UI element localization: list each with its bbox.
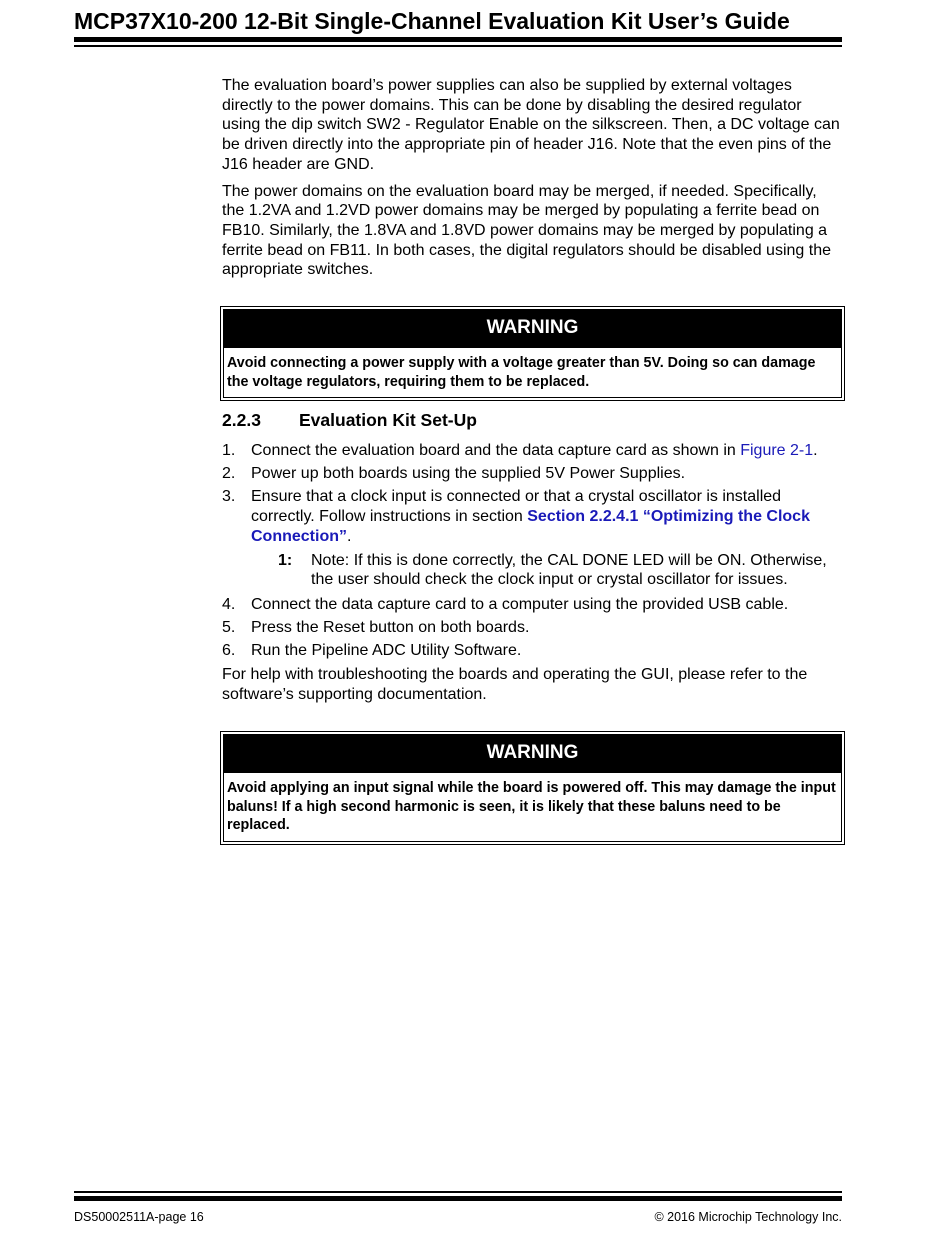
section-number: 2.2.3 bbox=[222, 410, 261, 431]
step-number: 1. bbox=[222, 442, 236, 460]
figure-2-1-link[interactable]: Figure 2-1 bbox=[740, 442, 814, 460]
warning-box-input-signal bbox=[220, 731, 845, 845]
warning-text: Avoid applying an input signal while the board is powered off. This may damage the input baluns! If a high second harmonic is seen, it is likely that these baluns need to be replaced. bbox=[224, 771, 841, 841]
step-number: 3. bbox=[222, 488, 236, 506]
section-heading bbox=[222, 409, 842, 431]
list-item: 4. Connect the data capture card to a computer using the provided USB cable. bbox=[222, 595, 789, 613]
warning-box-power-supply bbox=[220, 306, 845, 401]
step-note: 1: Note: If this is done correctly, the CAL DONE LED will be ON. Otherwise, the user should check the clock input or crystal oscillator for issues. bbox=[278, 551, 827, 589]
section-title: Evaluation Kit Set-Up bbox=[299, 410, 477, 431]
warning-title: WARNING bbox=[224, 735, 841, 771]
footer-rule-thin bbox=[74, 1191, 842, 1193]
header-rule-thin bbox=[74, 45, 842, 47]
warning-title: WARNING bbox=[224, 310, 841, 346]
warning-text: Avoid connecting a power supply with a voltage greater than 5V. Doing so can damage the voltage regulators, requiring them to be replaced. bbox=[224, 346, 841, 397]
step-number: 4. bbox=[222, 595, 236, 613]
page-header-title: MCP37X10-200 12-Bit Single-Channel Evaluation Kit User’s Guide bbox=[74, 8, 790, 34]
main-content bbox=[222, 76, 842, 845]
paragraph-help: For help with troubleshooting the boards and operating the GUI, please refer to the software’s supporting documentation. bbox=[222, 666, 808, 703]
footer-rule-thick bbox=[74, 1196, 842, 1201]
list-item: 6. Run the Pipeline ADC Utility Software. bbox=[222, 642, 522, 660]
paragraph-external-supply: The evaluation board’s power supplies can also be supplied by external voltages directly to the power domains. This can be done by disabling the desired regulator using the dip switch SW2 - Regulator Enable on the silkscreen. Then, a DC voltage can be driven directly into the appropriate pin of header J16. Note that the even pins of the J16 header are GND. bbox=[222, 77, 840, 173]
step-number: 2. bbox=[222, 465, 236, 483]
section-2-2-4-1-link[interactable]: Section 2.2.4.1 “Optimizing the Clock Connection” bbox=[251, 508, 810, 545]
note-number: 1: bbox=[278, 551, 293, 569]
setup-steps-list bbox=[222, 441, 842, 661]
footer-document-id: DS50002511A-page 16 bbox=[74, 1210, 204, 1224]
list-item: 3. Ensure that a clock input is connected or that a crystal oscillator is installed correctly. Follow instructions in section Section 2.2.4.1 “Optimizing the Clock Connection”. bbox=[222, 488, 810, 545]
list-item: 5. Press the Reset button on both boards. bbox=[222, 619, 530, 637]
footer-copyright: © 2016 Microchip Technology Inc. bbox=[654, 1210, 842, 1224]
paragraph-power-domains: The power domains on the evaluation board may be merged, if needed. Specifically, the 1.2VA and 1.2VD power domains may be merged by populating a ferrite bead on FB10. Similarly, the 1.8VA and 1.8VD power domains may be merged by populating a ferrite bead on FB11. In both cases, the digital regulators should be disabled using the appropriate switches. bbox=[222, 182, 831, 279]
list-item: 1. Connect the evaluation board and the data capture card as shown in Figure 2-1. bbox=[222, 442, 818, 460]
header-rule-thick bbox=[74, 37, 842, 42]
list-item: 2. Power up both boards using the supplied 5V Power Supplies. bbox=[222, 465, 686, 483]
step-number: 5. bbox=[222, 619, 236, 637]
step-number: 6. bbox=[222, 642, 236, 660]
